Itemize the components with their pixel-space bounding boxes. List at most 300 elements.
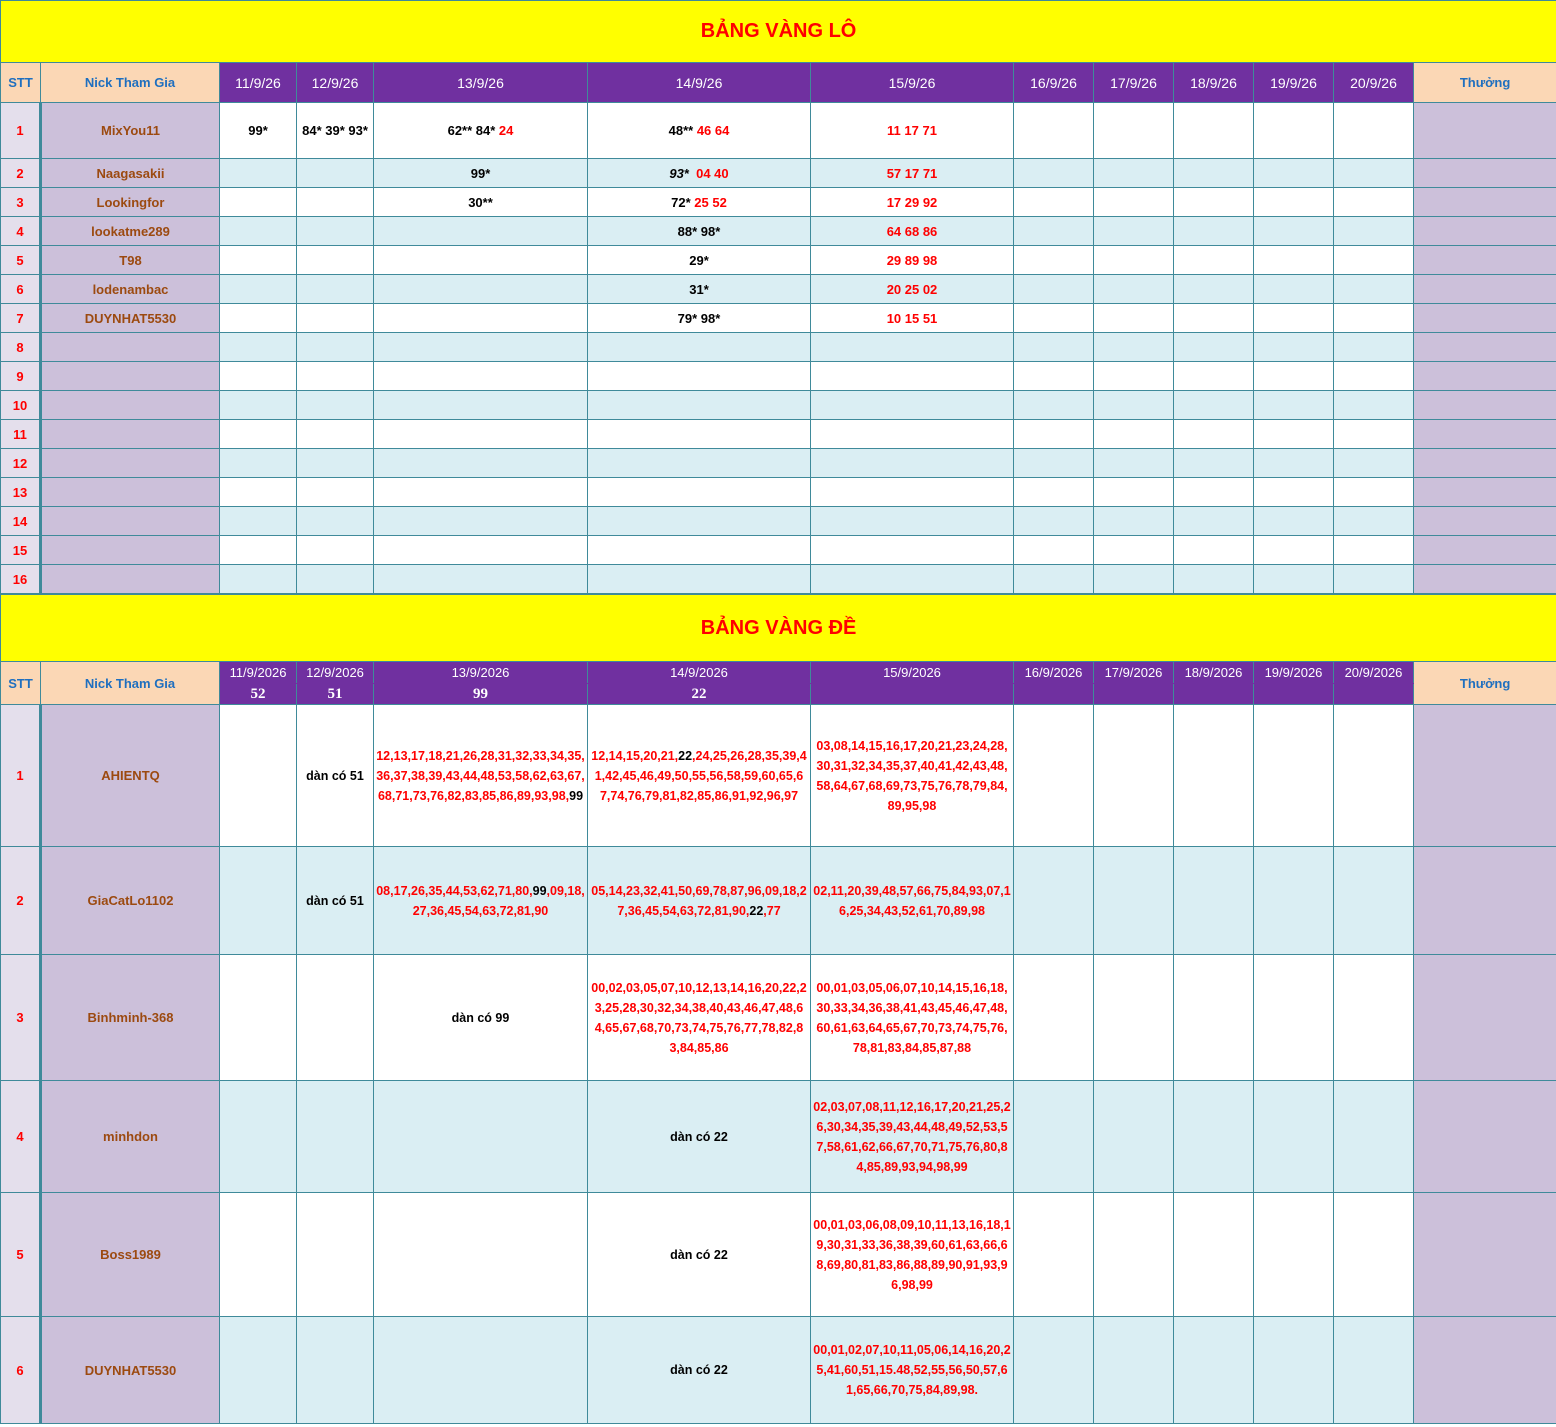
date-cell	[811, 1317, 1014, 1424]
date-cell	[1094, 449, 1174, 478]
lo-header-date: 13/9/26	[374, 63, 588, 103]
table-row	[1, 847, 1556, 955]
de-header-nick: Nick Tham Gia	[41, 662, 220, 705]
date-cell	[1254, 1317, 1334, 1424]
de-result: 51	[297, 684, 374, 705]
date-cell	[588, 507, 811, 536]
date-cell	[1334, 246, 1414, 275]
date-cell	[297, 1193, 374, 1317]
row-thuong	[1414, 188, 1556, 217]
date-cell	[1014, 507, 1094, 536]
date-cell	[220, 955, 297, 1081]
date-cell	[1094, 420, 1174, 449]
date-cell	[1014, 705, 1094, 847]
date-cell	[811, 536, 1014, 565]
date-cell	[297, 955, 374, 1081]
date-cell	[1174, 333, 1254, 362]
date-cell	[297, 304, 374, 333]
date-cell	[1334, 507, 1414, 536]
date-cell	[1254, 847, 1334, 955]
date-cell	[811, 188, 1014, 217]
row-nick: Binhminh-368	[41, 955, 220, 1081]
date-cell	[1334, 391, 1414, 420]
cell-segment: 20 25 02	[886, 281, 938, 297]
date-cell	[1254, 1081, 1334, 1193]
de-body	[1, 705, 1556, 1424]
date-cell	[297, 217, 374, 246]
row-thuong	[1414, 333, 1556, 362]
date-cell	[1014, 275, 1094, 304]
lo-header-date: 20/9/26	[1334, 63, 1414, 103]
date-cell	[588, 847, 811, 955]
de-header-date: 16/9/2026	[1014, 662, 1094, 684]
row-nick	[41, 478, 220, 507]
date-cell	[588, 449, 811, 478]
date-cell	[297, 333, 374, 362]
de-header-stt: STT	[1, 662, 41, 705]
date-cell	[1174, 536, 1254, 565]
date-cell	[1014, 333, 1094, 362]
row-thuong	[1414, 275, 1556, 304]
date-cell	[297, 478, 374, 507]
row-thuong	[1414, 246, 1556, 275]
lo-header-row	[1, 63, 1556, 103]
cell-segment: 25 52	[694, 194, 727, 210]
date-cell	[1094, 565, 1174, 594]
date-cell	[220, 217, 297, 246]
cell-segment: 88* 98*	[677, 223, 721, 239]
date-cell	[1094, 188, 1174, 217]
date-cell	[1334, 188, 1414, 217]
date-cell	[1014, 420, 1094, 449]
table-row	[1, 188, 1556, 217]
date-cell	[1174, 1317, 1254, 1424]
row-nick: DUYNHAT5530	[41, 304, 220, 333]
cell-segment: 48**	[668, 123, 697, 138]
date-cell	[297, 420, 374, 449]
date-cell	[811, 507, 1014, 536]
cell-segment: 00,02,03,05,07,10,12,13,14,16,20,22,23,25,28,30,32,34,38,40,43,46,47,48,64,65,67,68,70,73,74,75,76,77,78,82,83,84,85,86	[591, 980, 807, 1055]
row-nick	[41, 391, 220, 420]
cell-segment: 00,01,03,05,06,07,10,14,15,16,18,30,33,34,36,38,41,43,45,46,47,48,60,61,63,64,65,67,70,73,74,75,76,78,81,83,84,85,87,88	[816, 980, 1008, 1055]
lo-header-date: 18/9/26	[1174, 63, 1254, 103]
cell-segment: 12,13,17,18,21,26,28,31,32,33,34,35,36,37,38,39,43,44,48,53,58,62,63,67,68,71,73,76,82,83,85,86,89,93,98,	[376, 748, 585, 803]
date-cell	[811, 705, 1014, 847]
cell-segment: 00,01,03,06,08,09,10,11,13,16,18,19,30,31,33,36,38,39,60,61,63,66,68,69,80,81,83,86,88,89,90,91,93,96,98,99	[813, 1217, 1011, 1292]
table-row	[1, 478, 1556, 507]
date-cell	[1174, 705, 1254, 847]
date-cell	[297, 362, 374, 391]
lo-header-date: 16/9/26	[1014, 63, 1094, 103]
row-stt: 2	[1, 159, 41, 188]
date-cell	[811, 103, 1014, 159]
row-stt: 10	[1, 391, 41, 420]
date-cell	[374, 1317, 588, 1424]
de-result: 52	[220, 684, 297, 705]
cell-segment: 29*	[689, 252, 709, 268]
date-cell	[374, 362, 588, 391]
date-cell	[811, 478, 1014, 507]
date-cell	[1094, 217, 1174, 246]
date-cell	[1334, 1317, 1414, 1424]
cell-segment: 22	[749, 903, 764, 918]
date-cell	[1334, 217, 1414, 246]
row-thuong	[1414, 847, 1556, 955]
date-cell	[1174, 478, 1254, 507]
date-cell	[588, 705, 811, 847]
date-cell	[1334, 449, 1414, 478]
row-thuong	[1414, 1317, 1556, 1424]
row-thuong	[1414, 362, 1556, 391]
row-stt: 6	[1, 275, 41, 304]
date-cell	[374, 955, 588, 1081]
de-result-row	[1, 684, 1556, 705]
date-cell	[374, 705, 588, 847]
date-cell	[1254, 275, 1334, 304]
date-cell	[1014, 217, 1094, 246]
cell-segment: 31*	[689, 281, 709, 297]
date-cell	[220, 420, 297, 449]
row-nick: Lookingfor	[41, 188, 220, 217]
date-cell	[1174, 420, 1254, 449]
cell-segment: 04 40	[688, 165, 729, 181]
date-cell	[588, 1317, 811, 1424]
date-cell	[297, 275, 374, 304]
row-stt: 4	[1, 1081, 41, 1193]
date-cell	[297, 103, 374, 159]
date-cell	[1254, 507, 1334, 536]
table-row	[1, 1081, 1556, 1193]
date-cell	[374, 246, 588, 275]
date-cell	[220, 1081, 297, 1193]
table-row	[1, 420, 1556, 449]
date-cell	[811, 246, 1014, 275]
cell-segment: ,24,25,26,28,35,39,41,42,45,46,49,50,55,56,58,59,60,65,67,74,76,79,81,82,85,86,91,92,96,97	[594, 748, 807, 803]
date-cell	[220, 333, 297, 362]
cell-segment: dàn có 51	[306, 893, 364, 908]
date-cell	[588, 103, 811, 159]
date-cell	[1254, 565, 1334, 594]
date-cell	[1094, 362, 1174, 391]
row-thuong	[1414, 420, 1556, 449]
cell-segment: 99	[569, 788, 584, 803]
date-cell	[1094, 333, 1174, 362]
cell-segment: 99	[532, 883, 547, 898]
date-cell	[1094, 536, 1174, 565]
date-cell	[1094, 246, 1174, 275]
date-cell	[1014, 103, 1094, 159]
table-row	[1, 304, 1556, 333]
row-nick	[41, 333, 220, 362]
lo-body	[1, 103, 1556, 594]
date-cell	[220, 507, 297, 536]
cell-segment: 00,01,02,07,10,11,05,06,14,16,20,25,41,60,51,15.48,52,55,56,50,57,61,65,66,70,75,84,89,98.	[813, 1343, 1011, 1397]
lo-header-nick: Nick Tham Gia	[41, 63, 220, 103]
row-stt: 3	[1, 188, 41, 217]
date-cell	[1334, 103, 1414, 159]
de-header-thuong: Thưởng	[1414, 662, 1556, 705]
date-cell	[374, 536, 588, 565]
date-cell	[588, 1193, 811, 1317]
date-cell	[1094, 705, 1174, 847]
date-cell	[1174, 847, 1254, 955]
lo-header-date: 19/9/26	[1254, 63, 1334, 103]
date-cell	[1094, 1317, 1174, 1424]
cell-segment: ,09,18,27,36,45,54,63,72,81,90	[412, 883, 585, 918]
row-stt: 7	[1, 304, 41, 333]
row-stt: 8	[1, 333, 41, 362]
de-result	[1174, 684, 1254, 705]
date-cell	[1014, 449, 1094, 478]
row-stt: 2	[1, 847, 41, 955]
row-stt: 5	[1, 246, 41, 275]
date-cell	[811, 333, 1014, 362]
date-cell	[1094, 159, 1174, 188]
de-result: 22	[588, 684, 811, 705]
date-cell	[811, 420, 1014, 449]
table-row	[1, 333, 1556, 362]
date-cell	[297, 536, 374, 565]
de-result	[1334, 684, 1414, 705]
date-cell	[1094, 478, 1174, 507]
table-row	[1, 449, 1556, 478]
date-cell	[374, 103, 588, 159]
date-cell	[220, 304, 297, 333]
date-cell	[374, 478, 588, 507]
de-header-date: 17/9/2026	[1094, 662, 1174, 684]
cell-segment: 46 64	[696, 123, 730, 138]
date-cell	[1334, 1081, 1414, 1193]
row-stt: 4	[1, 217, 41, 246]
de-header-date: 11/9/2026	[220, 662, 297, 684]
date-cell	[811, 955, 1014, 1081]
row-stt: 1	[1, 705, 41, 847]
row-nick: lodenambac	[41, 275, 220, 304]
row-nick: Naagasakii	[41, 159, 220, 188]
row-stt: 5	[1, 1193, 41, 1317]
date-cell	[1014, 536, 1094, 565]
date-cell	[297, 565, 374, 594]
date-cell	[1014, 955, 1094, 1081]
date-cell	[588, 159, 811, 188]
de-header-date: 18/9/2026	[1174, 662, 1254, 684]
date-cell	[1174, 246, 1254, 275]
cell-segment: 99*	[248, 123, 268, 138]
row-thuong	[1414, 507, 1556, 536]
lo-sheet	[0, 0, 1556, 594]
lo-table	[0, 0, 1556, 594]
row-nick	[41, 362, 220, 391]
de-header-row	[1, 662, 1556, 684]
date-cell	[588, 304, 811, 333]
de-header-date: 20/9/2026	[1334, 662, 1414, 684]
row-thuong	[1414, 478, 1556, 507]
cell-segment: 30**	[468, 194, 493, 210]
date-cell	[1254, 955, 1334, 1081]
lo-header-stt: STT	[1, 63, 41, 103]
row-nick: minhdon	[41, 1081, 220, 1193]
de-result: 99	[374, 684, 588, 705]
table-row	[1, 362, 1556, 391]
date-cell	[811, 1081, 1014, 1193]
date-cell	[374, 217, 588, 246]
table-row	[1, 159, 1556, 188]
table-row	[1, 275, 1556, 304]
cell-segment: 79* 98*	[677, 310, 721, 326]
date-cell	[1014, 478, 1094, 507]
date-cell	[297, 159, 374, 188]
de-header-date: 15/9/2026	[811, 662, 1014, 684]
de-sheet	[0, 594, 1556, 1424]
date-cell	[1334, 705, 1414, 847]
row-thuong	[1414, 103, 1556, 159]
cell-segment: 64 68 86	[886, 223, 938, 239]
cell-segment: 02,11,20,39,48,57,66,75,84,93,07,16,25,34,43,52,61,70,89,98	[813, 883, 1011, 918]
lo-header-date: 11/9/26	[220, 63, 297, 103]
row-stt: 3	[1, 955, 41, 1081]
date-cell	[374, 391, 588, 420]
date-cell	[1334, 275, 1414, 304]
date-cell	[220, 362, 297, 391]
row-thuong	[1414, 159, 1556, 188]
date-cell	[220, 275, 297, 304]
cell-segment: 84* 39* 93*	[302, 123, 368, 138]
cell-segment: 03,08,14,15,16,17,20,21,23,24,28,30,31,32,34,35,37,40,41,42,43,48,58,64,67,68,69,73,75,76,78,79,84,89,95,98	[816, 738, 1008, 813]
date-cell	[1334, 847, 1414, 955]
lo-header-date: 12/9/26	[297, 63, 374, 103]
date-cell	[374, 565, 588, 594]
cell-segment: 29 89 98	[886, 252, 938, 268]
row-nick: DUYNHAT5530	[41, 1317, 220, 1424]
table-row	[1, 955, 1556, 1081]
cell-segment: 11 17 71	[887, 123, 937, 138]
row-nick: AHIENTQ	[41, 705, 220, 847]
date-cell	[588, 188, 811, 217]
date-cell	[1254, 705, 1334, 847]
cell-segment: 24	[498, 123, 514, 138]
date-cell	[811, 847, 1014, 955]
de-header-date: 14/9/2026	[588, 662, 811, 684]
date-cell	[1254, 536, 1334, 565]
date-cell	[1094, 391, 1174, 420]
cell-segment: 08,17,26,35,44,53,62,71,80,	[376, 883, 533, 898]
row-thuong	[1414, 217, 1556, 246]
de-table	[0, 594, 1556, 1424]
date-cell	[374, 507, 588, 536]
cell-segment: 22	[678, 748, 693, 763]
date-cell	[1254, 420, 1334, 449]
date-cell	[1014, 362, 1094, 391]
date-cell	[220, 536, 297, 565]
table-row	[1, 536, 1556, 565]
date-cell	[374, 1081, 588, 1193]
table-row	[1, 565, 1556, 594]
cell-segment: 17 29 92	[886, 194, 938, 210]
de-title: BẢNG VÀNG ĐỀ	[1, 595, 1556, 662]
de-result	[811, 684, 1014, 705]
row-nick: lookatme289	[41, 217, 220, 246]
date-cell	[1014, 1317, 1094, 1424]
date-cell	[588, 333, 811, 362]
date-cell	[588, 420, 811, 449]
row-thuong	[1414, 391, 1556, 420]
de-result	[1254, 684, 1334, 705]
table-row	[1, 391, 1556, 420]
cell-segment: 99*	[470, 165, 491, 181]
cell-segment: 57 17 71	[886, 165, 938, 181]
date-cell	[220, 478, 297, 507]
date-cell	[374, 188, 588, 217]
date-cell	[588, 275, 811, 304]
date-cell	[1174, 103, 1254, 159]
date-cell	[1174, 159, 1254, 188]
cell-segment: dàn có 99	[451, 1010, 510, 1025]
date-cell	[1334, 1193, 1414, 1317]
cell-segment: ,77	[763, 903, 781, 918]
row-thuong	[1414, 565, 1556, 594]
date-cell	[374, 159, 588, 188]
row-stt: 9	[1, 362, 41, 391]
date-cell	[1014, 159, 1094, 188]
date-cell	[811, 217, 1014, 246]
date-cell	[220, 188, 297, 217]
date-cell	[1094, 275, 1174, 304]
date-cell	[1254, 159, 1334, 188]
date-cell	[1014, 1193, 1094, 1317]
date-cell	[588, 955, 811, 1081]
row-thuong	[1414, 449, 1556, 478]
date-cell	[1014, 1081, 1094, 1193]
date-cell	[1014, 188, 1094, 217]
date-cell	[297, 449, 374, 478]
lo-header-date: 14/9/26	[588, 63, 811, 103]
row-stt: 13	[1, 478, 41, 507]
date-cell	[374, 275, 588, 304]
date-cell	[297, 391, 374, 420]
date-cell	[588, 217, 811, 246]
date-cell	[297, 246, 374, 275]
date-cell	[1174, 449, 1254, 478]
date-cell	[374, 449, 588, 478]
date-cell	[1014, 391, 1094, 420]
date-cell	[374, 1193, 588, 1317]
date-cell	[1174, 304, 1254, 333]
date-cell	[220, 847, 297, 955]
date-cell	[297, 1317, 374, 1424]
row-stt: 1	[1, 103, 41, 159]
date-cell	[220, 1193, 297, 1317]
date-cell	[374, 847, 588, 955]
date-cell	[1254, 362, 1334, 391]
date-cell	[1174, 188, 1254, 217]
date-cell	[1094, 103, 1174, 159]
date-cell	[811, 449, 1014, 478]
cell-segment: 02,03,07,08,11,12,16,17,20,21,25,26,30,34,35,39,43,44,48,49,52,53,57,58,61,62,66,67,70,71,75,76,80,84,85,89,93,94,98,99	[813, 1099, 1011, 1174]
row-stt: 15	[1, 536, 41, 565]
de-result	[1094, 684, 1174, 705]
date-cell	[1014, 304, 1094, 333]
date-cell	[1174, 391, 1254, 420]
date-cell	[1014, 246, 1094, 275]
row-thuong	[1414, 705, 1556, 847]
row-nick: Boss1989	[41, 1193, 220, 1317]
row-nick	[41, 536, 220, 565]
table-row	[1, 507, 1556, 536]
date-cell	[1174, 1193, 1254, 1317]
lo-title: BẢNG VÀNG LÔ	[1, 1, 1556, 63]
row-thuong	[1414, 536, 1556, 565]
date-cell	[297, 847, 374, 955]
